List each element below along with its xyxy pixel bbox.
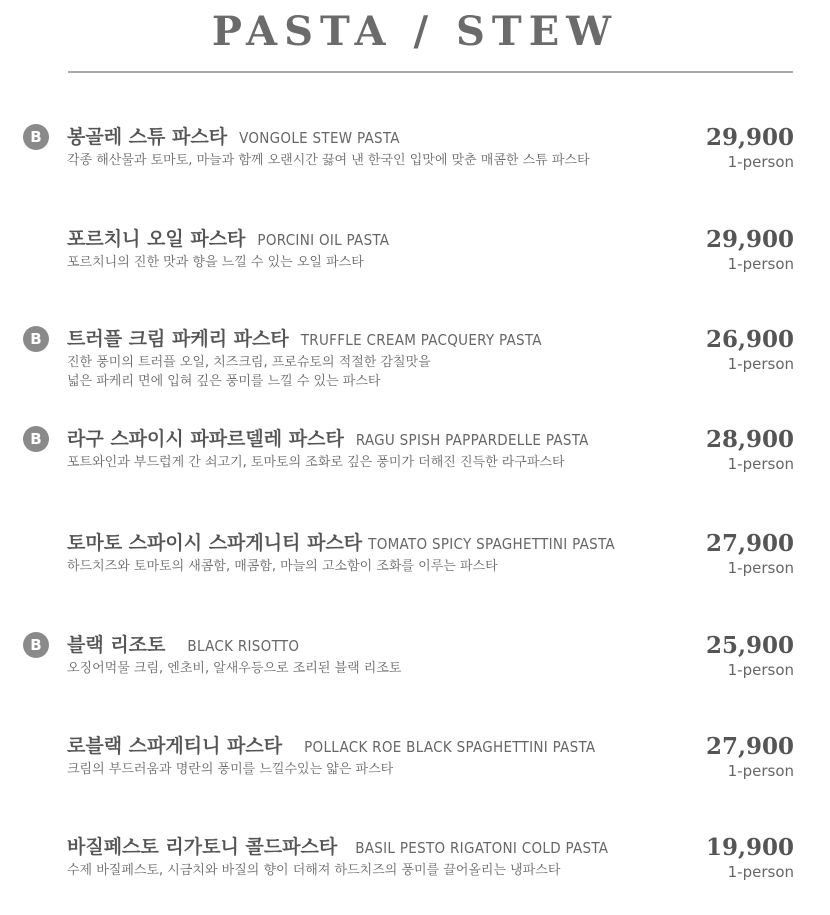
item-unit: 1-person xyxy=(727,153,794,171)
description-line: 포트와인과 부드럽게 간 쇠고기, 토마토의 조화로 깊은 풍미가 더해진 진득한 라구파스타 xyxy=(67,455,565,470)
item-english-name: VONGOLE STEW PASTA xyxy=(239,129,400,147)
item-description xyxy=(67,760,707,779)
item-korean-name: 블랙 리조토 xyxy=(67,634,166,656)
item-unit: 1-person xyxy=(727,661,794,679)
item-price: 19,900 xyxy=(705,834,794,861)
item-price: 26,900 xyxy=(705,326,794,353)
description-line: 진한 풍미의 트러플 오일, 치즈크림, 프로슈토의 적절한 감칠맛을 xyxy=(67,355,431,370)
item-name xyxy=(67,630,299,657)
description-line: 넓은 파케리 면에 입혀 깊은 풍미를 느낄 수 있는 파스타 xyxy=(67,374,381,389)
item-price: 29,900 xyxy=(705,124,794,151)
b-badge-icon: B xyxy=(23,426,49,452)
item-description xyxy=(67,453,707,472)
item-price: 29,900 xyxy=(705,226,794,253)
item-unit: 1-person xyxy=(727,355,794,373)
item-description xyxy=(67,861,707,880)
item-name xyxy=(67,528,615,555)
item-name xyxy=(67,224,389,251)
item-korean-name: 로블랙 스파게티니 파스타 xyxy=(67,735,283,757)
description-line: 하드치즈와 토마토의 새콤함, 매콤함, 마늘의 고소함이 조화를 이루는 파스타 xyxy=(67,559,498,574)
item-price: 28,900 xyxy=(705,426,794,453)
item-english-name: BASIL PESTO RIGATONI COLD PASTA xyxy=(355,839,609,857)
item-unit: 1-person xyxy=(727,863,794,881)
description-line: 오징어먹물 크림, 엔초비, 알새우등으로 조리된 블랙 리조토 xyxy=(67,661,402,676)
menu-item-vongole xyxy=(0,125,830,205)
item-name xyxy=(67,122,400,149)
item-english-name: TOMATO SPICY SPAGHETTINI PASTA xyxy=(368,535,615,553)
item-english-name: RAGU SPISH PAPPARDELLE PASTA xyxy=(355,431,589,449)
item-unit: 1-person xyxy=(727,762,794,780)
item-description xyxy=(67,253,707,272)
item-unit: 1-person xyxy=(727,255,794,273)
menu-item-porcini xyxy=(0,227,830,307)
item-name xyxy=(67,832,608,859)
item-description xyxy=(67,151,707,170)
item-name xyxy=(67,324,542,351)
menu-item-basil-pesto xyxy=(0,835,830,915)
item-description xyxy=(67,659,707,678)
item-english-name: POLLACK ROE BLACK SPAGHETTINI PASTA xyxy=(304,738,596,756)
item-korean-name: 토마토 스파이시 스파게니티 파스타 xyxy=(67,532,363,554)
b-badge-icon: B xyxy=(23,326,49,352)
item-description xyxy=(67,353,707,391)
item-price: 27,900 xyxy=(705,530,794,557)
item-english-name: BLACK RISOTTO xyxy=(187,637,300,655)
menu-item-tomato xyxy=(0,531,830,611)
menu-title: PASTA / STEW xyxy=(211,8,619,55)
item-description xyxy=(67,557,707,576)
item-english-name: TRUFFLE CREAM PACQUERY PASTA xyxy=(300,331,542,349)
menu-item-black-risotto xyxy=(0,633,830,713)
menu-item-truffle xyxy=(0,327,830,407)
item-unit: 1-person xyxy=(727,455,794,473)
item-english-name: PORCINI OIL PASTA xyxy=(257,231,390,249)
item-unit: 1-person xyxy=(727,559,794,577)
item-korean-name: 봉골레 스튜 파스타 xyxy=(67,126,228,148)
item-korean-name: 포르치니 오일 파스타 xyxy=(67,228,246,250)
title-divider xyxy=(68,71,793,73)
description-line: 수제 바질페스토, 시금치와 바질의 향이 더해져 하드치즈의 풍미를 끌어올리는 냉파스타 xyxy=(67,863,561,878)
item-price: 27,900 xyxy=(705,733,794,760)
description-line: 크림의 부드러움과 명란의 풍미를 느낄수있는 얇은 파스타 xyxy=(67,762,394,777)
item-korean-name: 트러플 크림 파케리 파스타 xyxy=(67,328,289,350)
b-badge-icon: B xyxy=(23,632,49,658)
item-price: 25,900 xyxy=(705,632,794,659)
menu-item-pollack-roe xyxy=(0,734,830,814)
description-line: 각종 해산물과 토마토, 마늘과 함께 오랜시간 끓여 낸 한국인 입맛에 맞춘 매콤한 스튜 파스타 xyxy=(67,153,590,168)
item-name xyxy=(67,424,589,451)
item-korean-name: 바질페스토 리가토니 콜드파스타 xyxy=(67,836,338,858)
description-line: 포르치니의 진한 맛과 향을 느낄 수 있는 오일 파스타 xyxy=(67,255,364,270)
b-badge-icon: B xyxy=(23,124,49,150)
item-name xyxy=(67,731,595,758)
item-korean-name: 라구 스파이시 파파르델레 파스타 xyxy=(67,428,344,450)
menu-item-ragu xyxy=(0,427,830,507)
